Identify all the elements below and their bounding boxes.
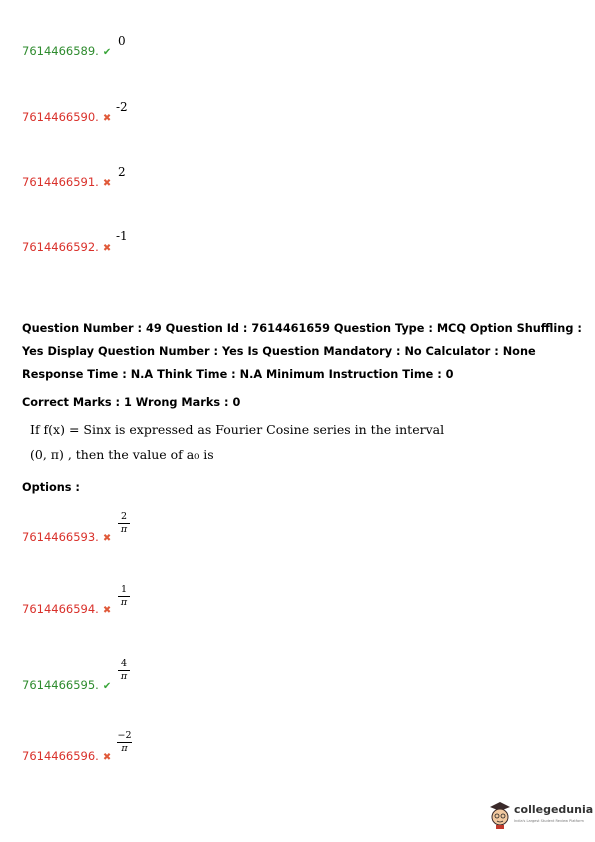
option-fraction: [116, 730, 133, 754]
question-text-line-1: If f(x) = Sinx is expressed as Fourier Cosine series in the interval: [30, 422, 445, 437]
student-mascot-icon: [488, 800, 512, 830]
question-meta: Question Number : 49 Question Id : 7614461659 Question Type : MCQ Option Shuffling : Yes Display Question Number : Yes Is Question Mandatory : No Calculator : None Response Time : N.A Think Time : N.A Minimum Instruction Time : 0: [22, 322, 582, 381]
option-value: -1: [116, 229, 128, 243]
fraction-denominator: π: [120, 597, 128, 608]
wrong-cross-icon: ✖: [102, 533, 112, 544]
option-id: 7614466593.: [22, 530, 99, 544]
wrong-cross-icon: ✖: [102, 752, 112, 763]
option-id: 7614466591.: [22, 175, 99, 189]
option-value: 0: [118, 34, 126, 48]
collegedunia-logo: [488, 800, 594, 832]
fraction-numerator: −2: [117, 730, 132, 741]
option-row: [22, 110, 111, 124]
marks-line: Correct Marks : 1 Wrong Marks : 0: [22, 396, 241, 409]
fraction-numerator: 2: [120, 511, 128, 522]
correct-check-icon: ✔: [102, 681, 112, 692]
option-id: 7614466596.: [22, 749, 99, 763]
correct-check-icon: ✔: [102, 47, 112, 58]
option-row: [22, 749, 111, 763]
fraction-denominator: π: [120, 524, 128, 535]
wrong-cross-icon: ✖: [102, 178, 112, 189]
wrong-cross-icon: ✖: [102, 605, 112, 616]
option-row: [22, 44, 111, 58]
option-id: 7614466594.: [22, 602, 99, 616]
option-id: 7614466595.: [22, 678, 99, 692]
fraction-denominator: π: [121, 743, 128, 754]
wrong-cross-icon: ✖: [102, 113, 112, 124]
option-row: [22, 530, 111, 544]
logo-tagline: India's Largest Student Review Platform: [514, 819, 584, 823]
option-fraction: [117, 511, 131, 535]
wrong-cross-icon: ✖: [102, 243, 112, 254]
fraction-numerator: 1: [120, 584, 128, 595]
option-id: 7614466592.: [22, 240, 99, 254]
option-fraction: [117, 658, 131, 682]
option-row: [22, 175, 111, 189]
logo-name: collegedunia: [514, 803, 594, 816]
option-value: 2: [118, 165, 126, 179]
option-row: [22, 602, 111, 616]
option-id: 7614466590.: [22, 110, 99, 124]
option-value: -2: [116, 100, 128, 114]
options-label: Options :: [22, 481, 80, 494]
option-row: [22, 678, 111, 692]
option-row: [22, 240, 111, 254]
option-id: 7614466589.: [22, 44, 99, 58]
option-fraction: [117, 584, 131, 608]
fraction-denominator: π: [120, 671, 128, 682]
question-text-line-2: (0, π) , then the value of a₀ is: [30, 447, 214, 462]
fraction-numerator: 4: [120, 658, 128, 669]
